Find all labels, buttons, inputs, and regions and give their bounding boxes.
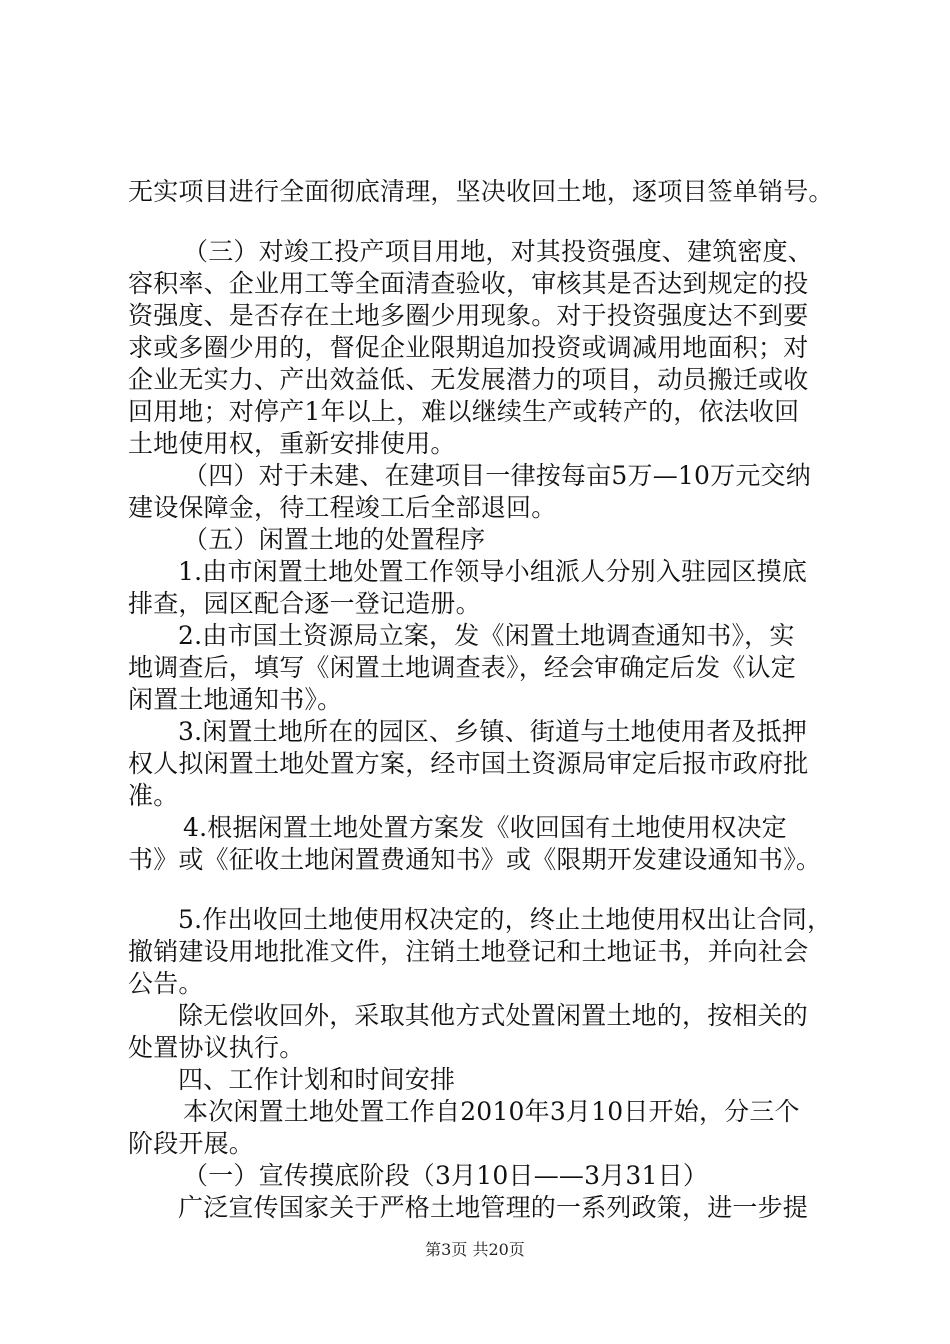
page-footer: 第3页 共20页	[425, 1240, 525, 1259]
text-line: 建设保障金，待工程竣工后全部退回。	[128, 493, 557, 522]
text-line: （四）对于未建、在建项目一律按每亩5万—10万元交纳	[183, 461, 811, 490]
text-line: 本次闲置土地处置工作自2010年3月10日开始，分三个	[183, 1097, 800, 1126]
text-line: 阶段开展。	[128, 1129, 255, 1158]
text-line: 1.由市闲置土地处置工作领导小组派人分别入驻园区摸底	[178, 557, 808, 586]
text-line: 求或多圈少用的，督促企业限期追加投资或调减用地面积；对	[128, 333, 809, 362]
text-line: 企业无实力、产出效益低、无发展潜力的项目，动员搬迁或收	[128, 365, 809, 394]
text-line: 除无偿收回外，采取其他方式处置闲置土地的，按相关的	[178, 1001, 809, 1030]
text-line: （一）宣传摸底阶段（3月10日——3月31日）	[183, 1161, 709, 1190]
section-heading: 四、工作计划和时间安排	[178, 1065, 456, 1094]
text-line: 撤销建设用地批准文件，注销土地登记和土地证书，并向社会	[128, 937, 809, 966]
text-line: 处置协议执行。	[128, 1033, 305, 1062]
text-line: （五）闲置土地的处置程序	[183, 525, 486, 554]
text-line: 容积率、企业用工等全面清查验收，审核其是否达到规定的投	[128, 269, 809, 298]
text-line: 闲置土地通知书》。	[128, 685, 343, 714]
text-line: 2.由市国土资源局立案，发《闲置土地调查通知书》，实	[178, 621, 795, 650]
text-line: 无实项目进行全面彻底清理，坚决收回土地，逐项目签单销号。	[128, 177, 834, 206]
text-line: 3.闲置土地所在的园区、乡镇、街道与土地使用者及抵押	[178, 717, 808, 746]
text-line: 准。	[128, 781, 179, 810]
text-line: 土地使用权，重新安排使用。	[128, 429, 456, 458]
text-line: 排查，园区配合逐一登记造册。	[128, 589, 481, 618]
text-line: 书》或《征收土地闲置费通知书》或《限期开发建设通知书》。	[128, 845, 822, 874]
text-line: （三）对竣工投产项目用地，对其投资强度、建筑密度、	[183, 237, 814, 266]
text-line: 回用地；对停产1年以上，难以继续生产或转产的，依法收回	[128, 397, 800, 426]
text-line: 公告。	[128, 969, 204, 998]
text-line: 资强度、是否存在土地多圈少用现象。对于投资强度达不到要	[128, 301, 809, 330]
text-line: 4.根据闲置土地处置方案发《收回国有土地使用权决定	[183, 813, 787, 842]
text-line: 广泛宣传国家关于严格土地管理的一系列政策，进一步提	[178, 1193, 809, 1222]
text-line: 5.作出收回土地使用权决定的，终止土地使用权出让合同，	[178, 905, 833, 934]
text-line: 地调查后，填写《闲置土地调查表》，经会审确定后发《认定	[128, 653, 796, 682]
text-line: 权人拟闲置土地处置方案，经市国土资源局审定后报市政府批	[128, 749, 809, 778]
